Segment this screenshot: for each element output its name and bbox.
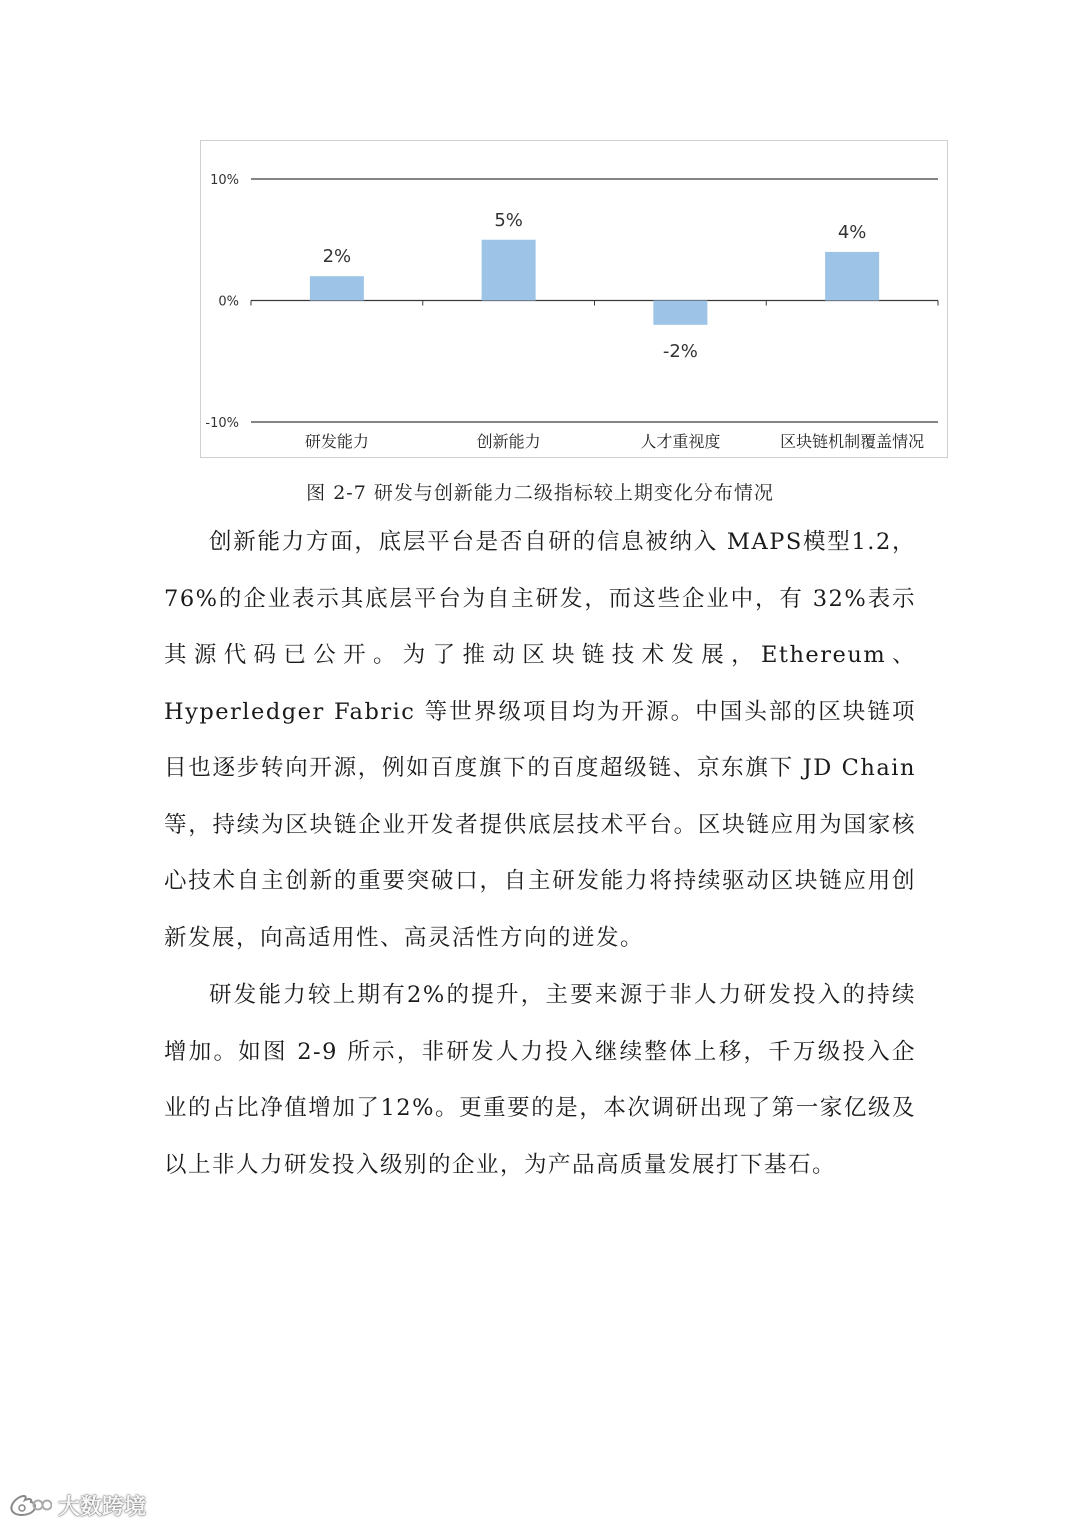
- data-label: 5%: [494, 209, 523, 231]
- weibo-logo-icon: [8, 1491, 52, 1521]
- bar-4: [825, 252, 879, 301]
- category-label: 研发能力: [304, 432, 369, 451]
- category-label: 创新能力: [476, 432, 541, 451]
- category-label: 区块链机制覆盖情况: [780, 432, 925, 451]
- figure-caption: 图 2-7 研发与创新能力二级指标较上期变化分布情况: [306, 482, 774, 504]
- paragraph-innovation: 创新能力方面，底层平台是否自研的信息被纳入 MAPS模型1.2，76%的企业表示其底层平台为自主研发，而这些企业中，有 32%表示其源代码已公开。为了推动区块链技术发展，Ethereum、Hyperledger Fabric 等世界级项目均为开源。中国头部的区块链项目也逐步转向开源，例如百度旗下的百度超级链、京东旗下 JD Chain等，持续为区块链企业开发者提供底层技术平台。区块链应用为国家核心技术自主创新的重要突破口，自主研发能力将持续驱动区块链应用创新发展，向高适用性、高灵活性方向的迸发。: [164, 529, 916, 951]
- data-label: 4%: [837, 221, 867, 243]
- data-label: -2%: [662, 340, 698, 362]
- bar-3: [653, 301, 707, 325]
- watermark-text: 大数跨境: [58, 1495, 147, 1520]
- y-tick-label: 0%: [218, 294, 239, 310]
- bar-1: [310, 276, 364, 300]
- watermark: [8, 1490, 146, 1521]
- data-label: 2%: [322, 246, 352, 268]
- bar-2: [482, 240, 536, 301]
- chart-frame: [200, 140, 948, 458]
- y-tick-label: 10%: [210, 173, 239, 188]
- y-tick-label: -10%: [205, 416, 239, 431]
- bar-chart: [201, 141, 949, 459]
- paragraph-rnd: 研发能力较上期有2%的提升，主要来源于非人力研发投入的持续增加。如图 2-9 所示，非研发人力投入继续整体上移，千万级投入企业的占比净值增加了12%。更重要的是，本次调研出现了第一家亿级及以上非人力研发投入级别的企业，为产品高质量发展打下基石。: [164, 982, 916, 1178]
- category-label: 人才重视度: [640, 432, 721, 451]
